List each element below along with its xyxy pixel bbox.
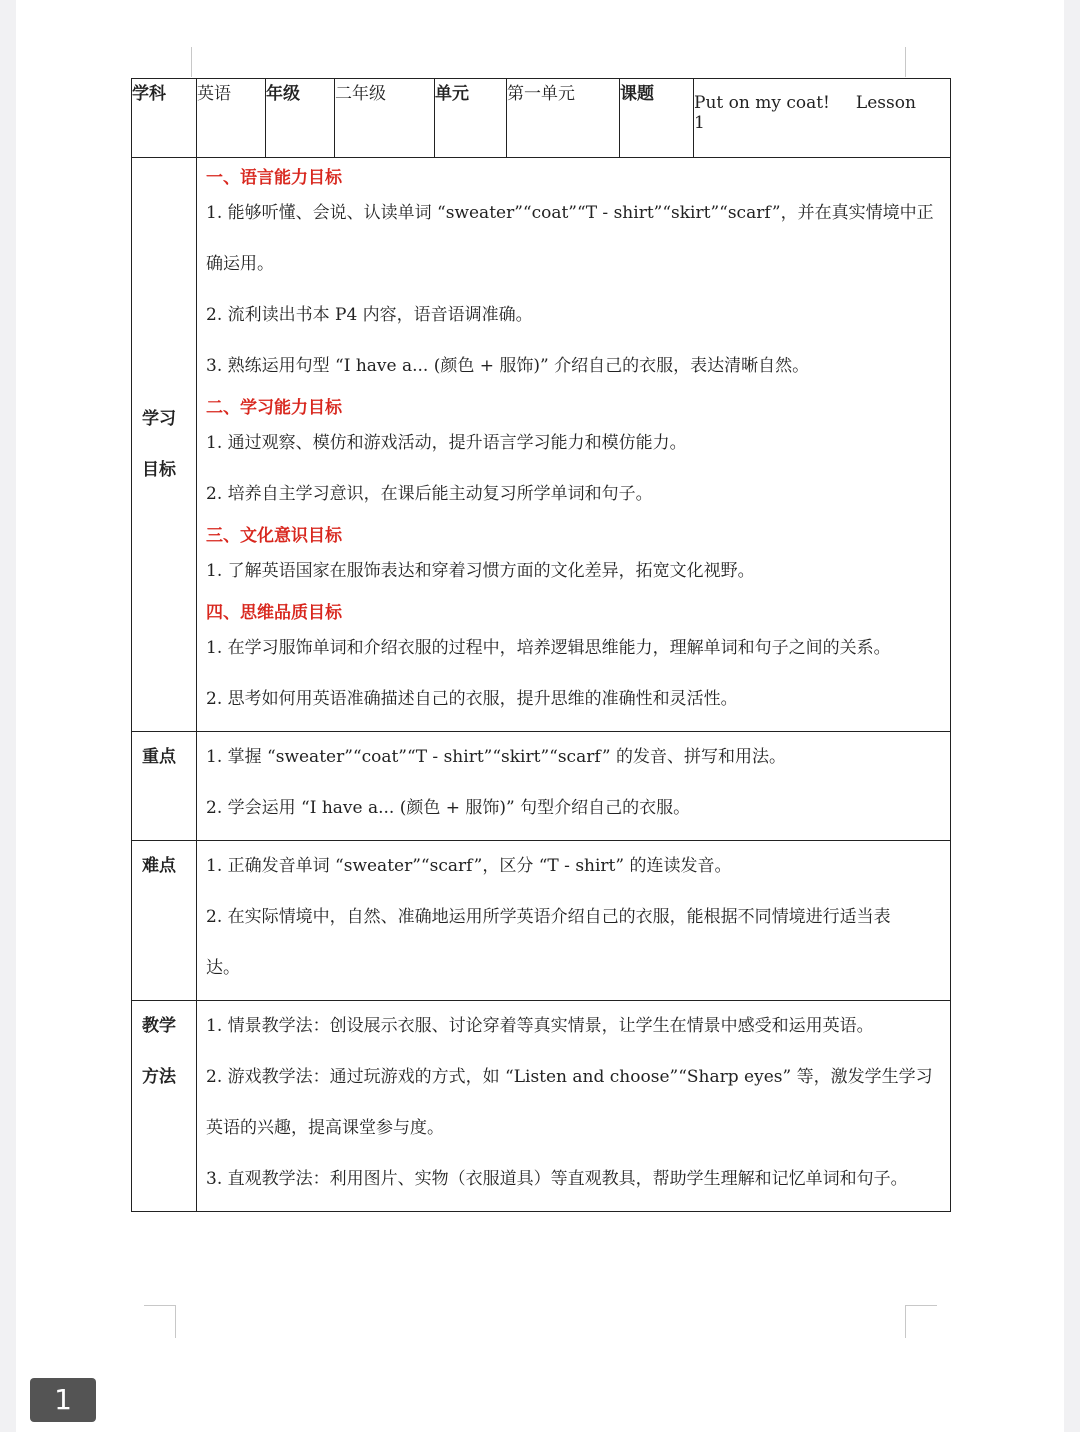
objective-item: 1. 能够听懂、会说、认读单词 “sweater”“coat”“T - shirt”“skirt”“scarf”，并在真实情境中正: [206, 203, 934, 223]
header-row: [132, 79, 951, 158]
difficult-points-label-text: 难点: [142, 856, 176, 876]
objective-item: 2. 思考如何用英语准确描述自己的衣服，提升思维的准确性和灵活性。: [206, 689, 738, 709]
methods-label-line2: 方法: [142, 1067, 176, 1087]
methods-label-line1: 教学: [142, 1016, 176, 1036]
section-heading-thinking: 四、思维品质目标: [206, 603, 342, 623]
objective-item: 1. 通过观察、模仿和游戏活动，提升语言学习能力和模仿能力。: [206, 433, 687, 453]
topic-title: Put on my coat!: [694, 93, 830, 113]
objectives-row: [132, 158, 951, 732]
unit-value: 第一单元: [507, 79, 620, 158]
objective-item: 1. 了解英语国家在服饰表达和穿着习惯方面的文化差异，拓宽文化视野。: [206, 561, 755, 581]
crop-mark-top-right: [905, 47, 921, 77]
difficult-point-item: 2. 在实际情境中，自然、准确地运用所学英语介绍自己的衣服，能根据不同情境进行适当表: [206, 907, 891, 927]
key-points-content: [197, 732, 951, 841]
objectives-label-line1: 学习: [142, 408, 176, 429]
objective-item: 3. 熟练运用句型 “I have a... (颜色 + 服饰)” 介绍自己的衣服，表达清晰自然。: [206, 356, 810, 376]
key-point-item: 1. 掌握 “sweater”“coat”“T - shirt”“skirt”“scarf” 的发音、拼写和用法。: [206, 747, 786, 767]
objective-item: 确运用。: [206, 254, 274, 274]
methods-label: [132, 1001, 197, 1212]
topic-value: [694, 79, 951, 158]
unit-label: 单元: [435, 79, 507, 158]
grade-label: 年级: [266, 79, 335, 158]
crop-mark-bottom-right: [905, 1305, 937, 1338]
difficult-points-content: [197, 841, 951, 1001]
objectives-label-line2: 目标: [142, 459, 176, 480]
crop-mark-top-left: [176, 47, 192, 77]
grade-value: 二年级: [335, 79, 435, 158]
topic-lesson: Lesson 1: [694, 93, 916, 133]
difficult-points-row: [132, 841, 951, 1001]
key-point-item: 2. 学会运用 “I have a... (颜色 + 服饰)” 句型介绍自己的衣服。: [206, 798, 691, 818]
key-points-row: [132, 732, 951, 841]
objective-item: 1. 在学习服饰单词和介绍衣服的过程中，培养逻辑思维能力，理解单词和句子之间的关系。: [206, 638, 891, 658]
methods-content: [197, 1001, 951, 1212]
methods-row: [132, 1001, 951, 1212]
subject-value: 英语: [197, 79, 266, 158]
key-points-label: [132, 732, 197, 841]
objectives-content: [197, 158, 951, 732]
crop-mark-bottom-left: [144, 1305, 176, 1338]
subject-label: 学科: [132, 79, 197, 158]
key-points-label-text: 重点: [142, 747, 176, 767]
difficult-points-label: [132, 841, 197, 1001]
difficult-point-item: 1. 正确发音单词 “sweater”“scarf”，区分 “T - shirt” 的连读发音。: [206, 856, 732, 876]
objective-item: 2. 培养自主学习意识，在课后能主动复习所学单词和句子。: [206, 484, 653, 504]
section-heading-culture: 三、文化意识目标: [206, 526, 342, 546]
method-item: 英语的兴趣，提高课堂参与度。: [206, 1118, 444, 1138]
topic-label: 课题: [620, 79, 694, 158]
section-heading-learning: 二、学习能力目标: [206, 398, 342, 418]
section-heading-language: 一、语言能力目标: [206, 168, 342, 188]
lesson-plan-table: [131, 78, 951, 1212]
page-number-badge[interactable]: 1: [30, 1378, 96, 1422]
objective-item: 2. 流利读出书本 P4 内容，语音语调准确。: [206, 305, 533, 325]
method-item: 1. 情景教学法：创设展示衣服、讨论穿着等真实情景，让学生在情景中感受和运用英语。: [206, 1016, 874, 1036]
method-item: 2. 游戏教学法：通过玩游戏的方式，如 “Listen and choose”“Sharp eyes” 等，激发学生学习: [206, 1067, 933, 1087]
method-item: 3. 直观教学法：利用图片、实物（衣服道具）等直观教具，帮助学生理解和记忆单词和句子。: [206, 1169, 908, 1189]
difficult-point-item: 达。: [206, 958, 240, 978]
objectives-label: [132, 158, 197, 732]
